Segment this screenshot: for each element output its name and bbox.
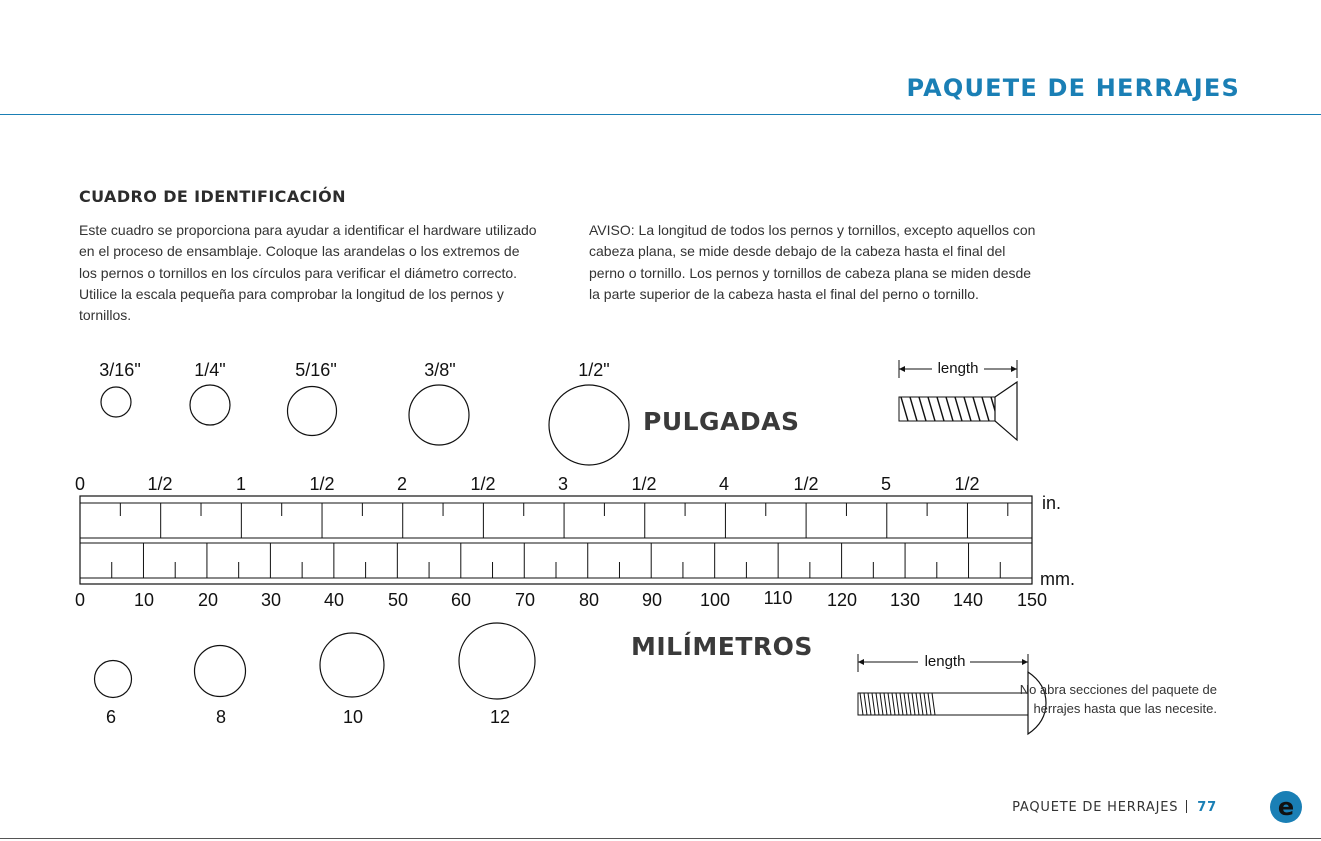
bolt-shank	[858, 693, 1028, 715]
mm-tick-label: 0	[74, 590, 86, 610]
thread-line	[955, 397, 962, 421]
logo-e-icon	[1270, 791, 1302, 823]
mm-tick-marks	[112, 543, 1001, 578]
page-header-title: PAQUETE DE HERRAJES	[906, 74, 1240, 102]
thread-line	[896, 693, 899, 715]
inch-tick-marks	[120, 503, 1007, 538]
thread-line	[910, 397, 917, 421]
inch-circle	[190, 385, 230, 425]
thread-line	[973, 397, 980, 421]
thread-line	[946, 397, 953, 421]
inch-tick-label: 1/2	[309, 474, 335, 494]
thread-line	[901, 397, 908, 421]
inch-circle-label: 1/4"	[194, 360, 226, 380]
inch-circle-label: 1/2"	[578, 360, 610, 380]
inch-tick-label: 1	[235, 474, 247, 494]
thread-line	[920, 693, 923, 715]
page-number: 77	[1197, 800, 1217, 815]
thread-line	[880, 693, 883, 715]
arrow-icon	[1022, 659, 1028, 665]
inch-tick-label: 2	[396, 474, 408, 494]
section-title: CUADRO DE IDENTIFICACIÓN	[79, 187, 346, 206]
inch-tick-label: 1/2	[631, 474, 657, 494]
mm-circles	[95, 623, 536, 727]
inch-circle	[288, 387, 337, 436]
inch-circle	[549, 385, 629, 465]
thread-line	[868, 693, 871, 715]
mm-tick-label: 80	[578, 590, 600, 610]
inch-circle	[101, 387, 131, 417]
thread-line	[904, 693, 907, 715]
thread-line	[932, 693, 935, 715]
bolt-threads	[860, 693, 935, 715]
footer-label: PAQUETE DE HERRAJES	[1012, 800, 1179, 815]
mm-tick-label: 30	[260, 590, 282, 610]
intro-paragraph: Este cuadro se proporciona para ayudar a identificar el hardware utilizado en el proceso de ensamblaje. Coloque las arandelas o los extremos de los pernos o tornillos en los círculos para verificar el diámetro correcto. Utilice la escala pequeña para comprobar la longitud de los pernos y tornillos.	[79, 222, 537, 324]
screw-threads	[901, 397, 998, 421]
screw-flat-head	[995, 382, 1017, 440]
inch-circle-label: 3/8"	[424, 360, 456, 380]
mm-circle	[320, 633, 384, 697]
mm-tick-label: 110	[763, 588, 793, 608]
mm-circle-label: 6	[105, 707, 117, 727]
inch-circle-label: 5/16"	[295, 360, 337, 380]
footer-divider	[0, 838, 1321, 839]
mm-circle	[459, 623, 535, 699]
logo-letter: e	[1277, 793, 1295, 821]
mm-tick-label: 100	[699, 590, 731, 610]
thread-line	[892, 693, 895, 715]
footer-separator	[1186, 800, 1187, 813]
inch-circle-label: 3/16"	[99, 360, 141, 380]
thread-line	[884, 693, 887, 715]
thread-line	[982, 397, 989, 421]
thread-line	[919, 397, 926, 421]
mm-tick-label: 20	[197, 590, 219, 610]
thread-line	[864, 693, 867, 715]
inch-tick-label: 5	[880, 474, 892, 494]
thread-line	[916, 693, 919, 715]
thread-line	[928, 693, 931, 715]
thread-line	[900, 693, 903, 715]
mm-tick-label: 120	[826, 590, 858, 610]
arrow-icon	[1011, 366, 1017, 372]
inch-tick-label: 4	[718, 474, 730, 494]
thread-line	[872, 693, 875, 715]
arrow-icon	[899, 366, 905, 372]
inch-circles	[99, 360, 629, 465]
mm-tick-label: 70	[514, 590, 536, 610]
thread-line	[888, 693, 891, 715]
mm-circle	[195, 646, 246, 697]
length-label: length	[937, 360, 979, 377]
mm-circle-label: 8	[215, 707, 227, 727]
brand-logo-icon	[1270, 791, 1302, 823]
thread-line	[860, 693, 863, 715]
inch-tick-label: 0	[74, 474, 86, 494]
inch-tick-label: 3	[557, 474, 569, 494]
thread-line	[937, 397, 944, 421]
thread-line	[928, 397, 935, 421]
ruler	[75, 474, 1075, 610]
mm-tick-label: 50	[387, 590, 409, 610]
inch-tick-label: 1/2	[470, 474, 496, 494]
arrow-icon	[858, 659, 864, 665]
inch-unit-label: in.	[1042, 493, 1062, 513]
thread-line	[924, 693, 927, 715]
mm-tick-label: 150	[1016, 590, 1048, 610]
thread-line	[964, 397, 971, 421]
thread-line	[912, 693, 915, 715]
length-label: length	[924, 653, 966, 670]
mm-circle	[95, 661, 132, 698]
mm-tick-label: 130	[889, 590, 921, 610]
thread-line	[908, 693, 911, 715]
inch-tick-label: 1/2	[147, 474, 173, 494]
thread-line	[876, 693, 879, 715]
mm-tick-label: 40	[323, 590, 345, 610]
footer	[1012, 800, 1217, 815]
flat-head-screw-diagram	[899, 360, 1017, 440]
inch-tick-label: 1/2	[793, 474, 819, 494]
mm-tick-label: 140	[952, 590, 984, 610]
millimeters-label: MILÍMETROS	[631, 632, 813, 661]
inch-circle	[409, 385, 469, 445]
mm-tick-label: 10	[133, 590, 155, 610]
mm-unit-label: mm.	[1040, 569, 1075, 589]
mm-circle-label: 10	[342, 707, 364, 727]
notice-paragraph: AVISO: La longitud de todos los pernos y tornillos, excepto aquellos con cabeza plana, se mide desde debajo de la cabeza hasta el final del perno o tornillo. Los pernos y tornillos de cabeza plana se miden desde la parte superior de la cabeza hasta el final del perno o tornillo.	[589, 222, 1036, 302]
mm-circle-label: 12	[489, 707, 511, 727]
mm-tick-label: 90	[641, 590, 663, 610]
inch-tick-label: 1/2	[954, 474, 980, 494]
mm-tick-label: 60	[450, 590, 472, 610]
storage-notice: No abra secciones del paquete de herrajes hasta que las necesite.	[1019, 682, 1217, 716]
inches-label: PULGADAS	[643, 407, 800, 436]
